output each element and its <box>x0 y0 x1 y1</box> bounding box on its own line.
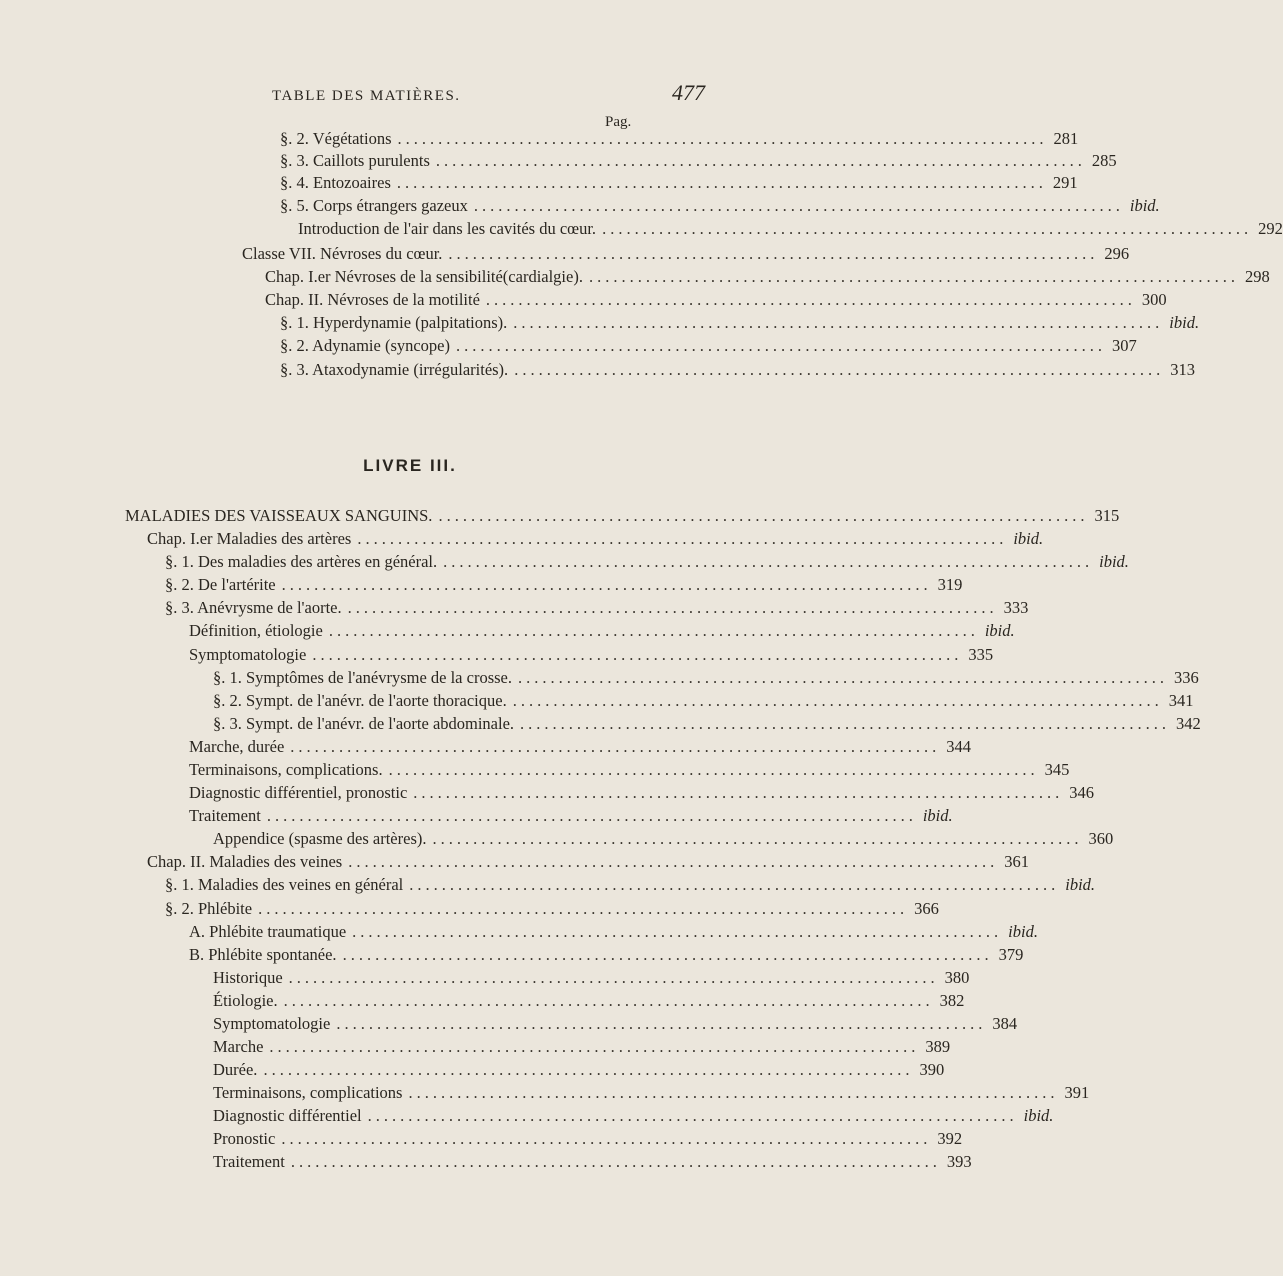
toc-entry-title: Chap. I.er Maladies des artères <box>147 529 352 548</box>
toc-entry <box>213 714 1201 736</box>
toc-entry-page: 315 <box>1094 506 1120 525</box>
toc-entry <box>280 151 1117 173</box>
dot-leader: ................................................................................ <box>312 645 963 664</box>
toc-entry-title: §. 5. Corps étrangers gazeux <box>280 196 468 215</box>
dot-leader: ................................................................................ <box>290 737 941 756</box>
dot-leader: ................................................................................ <box>413 783 1064 802</box>
toc-entry <box>189 945 1024 967</box>
toc-entry-title: Pronostic <box>213 1129 276 1148</box>
page-number: 477 <box>672 80 705 105</box>
dot-leader: ................................................................................ <box>514 360 1165 379</box>
toc-entry-title: §. 2. Adynamie (syncope) <box>280 336 451 355</box>
dot-leader: ................................................................................ <box>396 173 1047 192</box>
toc-entry-title: Symptomatologie <box>213 1014 331 1033</box>
toc-entry-page: ibid. <box>1099 552 1129 571</box>
dot-leader: ................................................................................ <box>438 506 1089 525</box>
dot-leader: ................................................................................ <box>357 529 1008 548</box>
toc-entry-page: 382 <box>939 991 965 1010</box>
dot-leader: ................................................................................ <box>352 922 1003 941</box>
toc-entry <box>165 552 1129 574</box>
toc-entry-page: 300 <box>1141 290 1167 309</box>
toc-entry <box>189 806 953 828</box>
toc-entry-page: ibid. <box>1023 1106 1054 1125</box>
toc-entry-page: 380 <box>944 968 970 987</box>
dot-leader: ................................................................................ <box>435 151 1086 170</box>
toc-entry <box>213 1014 1018 1036</box>
dot-leader: ................................................................................ <box>347 598 998 617</box>
toc-entry <box>213 691 1194 713</box>
toc-entry <box>280 313 1200 335</box>
toc-entry-page: 285 <box>1091 151 1117 170</box>
toc-entry-title: §. 3. Anévrysme de l'aorte. <box>165 598 342 617</box>
toc-entry-title: Traitement <box>189 806 261 825</box>
dot-leader: ................................................................................ <box>409 875 1060 894</box>
toc-entry-page: 390 <box>919 1060 945 1079</box>
dot-leader: ................................................................................ <box>448 244 1099 263</box>
toc-entry-page: 313 <box>1170 360 1195 379</box>
toc-entry-page: 384 <box>992 1014 1018 1033</box>
toc-entry <box>213 991 965 1013</box>
toc-entry-title: Historique <box>213 968 283 987</box>
toc-entry <box>125 506 1120 528</box>
toc-entry-title: Chap. II. Névroses de la motilité <box>265 290 480 309</box>
toc-entry-page: 296 <box>1104 244 1130 263</box>
toc-entry-page: ibid. <box>1129 196 1160 215</box>
dot-leader: ................................................................................ <box>328 621 979 640</box>
toc-entry <box>165 899 939 921</box>
toc-entry-title: Symptomatologie <box>189 645 307 664</box>
toc-entry <box>165 875 1096 897</box>
toc-entry <box>189 922 1038 944</box>
toc-entry-page: 391 <box>1064 1083 1090 1102</box>
dot-leader: ................................................................................ <box>456 336 1107 355</box>
toc-entry-title: Durée. <box>213 1060 258 1079</box>
toc-entry-title: §. 1. Des maladies des artères en général. <box>165 552 438 571</box>
toc-entry <box>213 1106 1054 1128</box>
toc-entry-page: 341 <box>1168 691 1194 710</box>
toc-entry-title: Chap. I.er Névroses de la sensibilité(cardialgie). <box>265 267 583 286</box>
toc-entry-title: Terminaisons, complications. <box>189 760 383 779</box>
dot-leader: ................................................................................ <box>288 968 939 987</box>
dot-leader: ................................................................................ <box>367 1106 1018 1125</box>
toc-entry <box>280 173 1078 195</box>
toc-entry-title: §. 2. De l'artérite <box>165 575 276 594</box>
book-title: LIVRE III. <box>363 456 457 475</box>
dot-leader: ................................................................................ <box>269 1037 920 1056</box>
dot-leader: ................................................................................ <box>348 852 999 871</box>
toc-entry-title: A. Phlébite traumatique <box>189 922 347 941</box>
dot-leader: ................................................................................ <box>520 714 1171 733</box>
toc-entry-title: Étiologie. <box>213 991 278 1010</box>
toc-entry <box>189 645 994 667</box>
dot-leader: ................................................................................ <box>443 552 1094 571</box>
toc-entry <box>147 852 1029 874</box>
dot-leader: ................................................................................ <box>397 129 1048 148</box>
dot-leader: ................................................................................ <box>388 760 1039 779</box>
toc-entry-page: ibid. <box>1065 875 1096 894</box>
toc-entry-page: 335 <box>968 645 994 664</box>
toc-entry <box>213 668 1199 690</box>
toc-entry <box>280 196 1160 218</box>
dot-leader: ................................................................................ <box>518 668 1168 687</box>
toc-entry <box>213 1083 1090 1105</box>
toc-entry-page: 333 <box>1003 598 1029 617</box>
toc-entry-page: 361 <box>1004 852 1029 871</box>
toc-entry-page: 366 <box>914 899 939 918</box>
toc-entry-page: 281 <box>1053 129 1079 148</box>
toc-entry <box>189 621 1015 643</box>
toc-entry-title: Appendice (spasme des artères). <box>213 829 427 848</box>
dot-leader: ................................................................................ <box>342 945 993 964</box>
toc-entry-page: 336 <box>1174 668 1199 687</box>
running-head-title: TABLE DES MATIÈRES. <box>272 88 461 104</box>
dot-leader: ................................................................................ <box>258 899 909 918</box>
toc-entry-page: ibid. <box>1008 922 1038 941</box>
toc-entry <box>280 129 1079 151</box>
dot-leader: ................................................................................ <box>408 1083 1059 1102</box>
dot-leader: ................................................................................ <box>473 196 1124 215</box>
dot-leader: ................................................................................ <box>290 1152 941 1171</box>
toc-entry-title: B. Phlébite spontanée. <box>189 945 337 964</box>
toc-entry-title: §. 2. Végétations <box>280 129 392 148</box>
toc-entry-page: 360 <box>1088 829 1114 848</box>
toc-entry-page: 319 <box>937 575 963 594</box>
toc-entry-title: §. 3. Caillots purulents <box>280 151 430 170</box>
toc-entry-page: 307 <box>1112 336 1137 355</box>
toc-entry <box>213 829 1114 851</box>
toc-entry-page: 291 <box>1052 173 1078 192</box>
dot-leader: ................................................................................ <box>281 575 932 594</box>
toc-entry <box>213 1129 963 1151</box>
toc-entry <box>189 737 972 759</box>
toc-entry-page: 392 <box>937 1129 963 1148</box>
toc-entry-title: Diagnostic différentiel <box>213 1106 362 1125</box>
toc-entry-title: Marche <box>213 1037 264 1056</box>
dot-leader: ................................................................................ <box>283 991 934 1010</box>
toc-entry-title: §. 3. Ataxodynamie (irrégularités). <box>280 360 509 379</box>
toc-entry <box>280 360 1195 382</box>
toc-entry-page: 345 <box>1044 760 1070 779</box>
toc-entry <box>298 219 1283 241</box>
toc-entry-title: Diagnostic différentiel, pronostic <box>189 783 408 802</box>
dot-leader: ................................................................................ <box>336 1014 987 1033</box>
dot-leader: ................................................................................ <box>512 691 1163 710</box>
toc-entry <box>189 760 1070 782</box>
toc-entry <box>147 529 1044 551</box>
toc-entry-title: MALADIES DES VAISSEAUX SANGUINS. <box>125 506 433 525</box>
toc-entry-page: ibid. <box>1169 313 1200 332</box>
dot-leader: ................................................................................ <box>485 290 1136 309</box>
toc-entry-page: 342 <box>1176 714 1201 733</box>
toc-entry-title: §. 2. Phlébite <box>165 899 253 918</box>
toc-entry-title: §. 3. Sympt. de l'anévr. de l'aorte abdominale. <box>213 714 515 733</box>
toc-entry-title: Traitement <box>213 1152 285 1171</box>
toc-entry-page: 346 <box>1069 783 1095 802</box>
running-head <box>0 80 800 110</box>
toc-entry-page: 393 <box>946 1152 972 1171</box>
dot-leader: ................................................................................ <box>513 313 1164 332</box>
toc-entry-page: 389 <box>925 1037 951 1056</box>
toc-entry-title: Définition, étiologie <box>189 621 323 640</box>
toc-entry-page: 292 <box>1258 219 1283 238</box>
toc-entry-title: Terminaisons, complications <box>213 1083 403 1102</box>
dot-leader: ................................................................................ <box>588 267 1239 286</box>
toc-entry-title: Chap. II. Maladies des veines <box>147 852 343 871</box>
toc-entry-title: §. 2. Sympt. de l'anévr. de l'aorte thoracique. <box>213 691 507 710</box>
dot-leader: ................................................................................ <box>266 806 917 825</box>
toc-entry-page: ibid. <box>1013 529 1044 548</box>
toc-entry-page: ibid. <box>984 621 1015 640</box>
toc-entry <box>265 290 1167 312</box>
toc-entry <box>213 1037 951 1059</box>
dot-leader: ................................................................................ <box>281 1129 932 1148</box>
toc-entry-title: Marche, durée <box>189 737 285 756</box>
toc-entry-title: §. 1. Symptômes de l'anévrysme de la crosse. <box>213 668 512 687</box>
toc-entry <box>213 1060 945 1082</box>
toc-entry <box>242 244 1130 266</box>
toc-entry-title: §. 1. Hyperdynamie (palpitations). <box>280 313 508 332</box>
toc-entry <box>189 783 1095 805</box>
toc-entry-title: Classe VII. Névroses du cœur. <box>242 244 443 263</box>
toc-entry-title: §. 4. Entozoaires <box>280 173 391 192</box>
toc-entry <box>213 1152 972 1174</box>
toc-entry <box>165 598 1029 620</box>
dot-leader: ................................................................................ <box>602 219 1253 238</box>
dot-leader: ................................................................................ <box>432 829 1083 848</box>
dot-leader: ................................................................................ <box>263 1060 914 1079</box>
toc-entry-title: §. 1. Maladies des veines en général <box>165 875 404 894</box>
toc-entry-title: Introduction de l'air dans les cavités du cœur. <box>298 219 597 238</box>
toc-entry-page: 344 <box>946 737 972 756</box>
toc-entry <box>213 968 970 990</box>
toc-entry-page: 298 <box>1244 267 1270 286</box>
toc-entry <box>265 267 1270 289</box>
toc-entry <box>165 575 963 597</box>
toc-entry <box>280 336 1137 358</box>
pag-label: Pag. <box>605 114 632 130</box>
toc-entry-page: ibid. <box>922 806 953 825</box>
toc-entry-page: 379 <box>998 945 1024 964</box>
